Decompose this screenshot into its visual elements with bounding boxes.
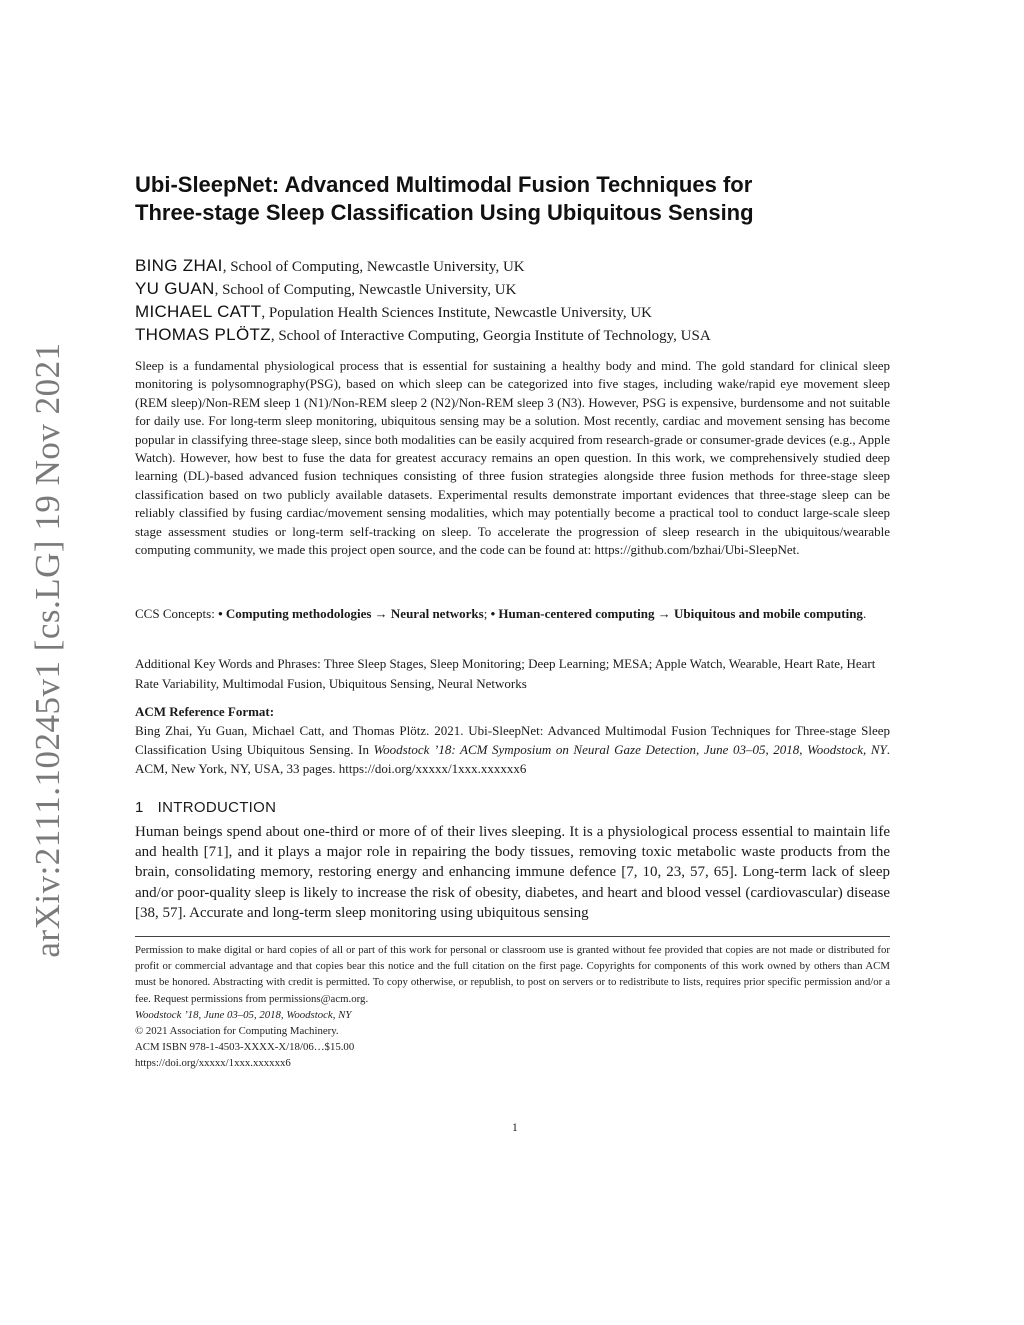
author-entry xyxy=(135,300,890,323)
doi-line: https://doi.org/xxxxx/1xxx.xxxxxx6 xyxy=(135,1057,291,1070)
ccs-end: . xyxy=(862,606,867,621)
isbn-line: ACM ISBN 978-1-4503-XXXX-X/18/06…$15.00 xyxy=(135,1041,355,1054)
ccs-concepts xyxy=(135,605,890,623)
author-name: THOMAS PLÖTZ xyxy=(135,325,271,344)
arxiv-id: arXiv:2111.10245v1 [cs.LG] 19 Nov 2021 xyxy=(28,342,67,958)
acm-reference xyxy=(135,721,890,778)
section-number: 1 xyxy=(135,799,144,816)
ccs-concept-2: Ubiquitous and mobile computing xyxy=(674,606,863,621)
ccs-arrow-2: → xyxy=(654,606,675,621)
paper-title xyxy=(135,171,890,227)
introduction-paragraph: Human beings spend about one-third or more of of their lives sleeping. It is a physiological process essential to maintain life and health [71], and it plays a major role in repairing the body tissues, removing toxic metabolic waste products from the brain, consolidating memory, restoring energy and enhancing immune defence [7, 10, 23, 57, 65]. Long-term lack of sleep and/or poor-quality sleep is likely to increase the risk of obesity, diabetes, and heart and blood vessel (cardiovascular) disease [38, 57]. Accurate and long-term sleep monitoring using ubiquitous sensing xyxy=(135,824,890,921)
conference-line: Woodstock ’18, June 03–05, 2018, Woodstock, NY xyxy=(135,1008,352,1021)
permission-notice: Permission to make digital or hard copies of all or part of this work for personal or classroom use is granted without fee provided that copies are not made or distributed for profit or commercial advantage and that copies bear this notice and the full citation on the first page. Copyrights for components of this work owned by others than ACM must be honored. Abstracting with credit is permitted. To copy otherwise, or republish, to post on servers or to redistribute to lists, requires prior specific permission and/or a fee. Request permissions from permissions@acm.org. xyxy=(135,944,890,1005)
author-entry xyxy=(135,277,890,300)
ccs-bullet-2: • Human-centered computing xyxy=(490,606,655,621)
author-name: BING ZHAI xyxy=(135,256,223,275)
abstract: Sleep is a fundamental physiological process that is essential for sustaining a healthy body and mind. The gold standard for clinical sleep monitoring is polysomnography(PSG), based on which sleep can be categorized into five stages, including wake/rapid eye movement sleep (REM sleep)/Non-REM sleep 1 (N1)/Non-REM sleep 2 (N2)/Non-REM sleep 3 (N3). However, PSG is expensive, burdensome and not suitable for daily use. For long-term sleep monitoring, ubiquitous sensing may be a solution. Most recently, cardiac and movement sensing has become popular in classifying three-stage sleep, since both modalities can be easily acquired from research-grade or consumer-grade devices (e.g., Apple Watch). However, how best to fuse the data for greatest accuracy remains an open question. In this work, we comprehensively studied deep learning (DL)-based advanced fusion techniques consisting of three fusion strategies alongside three fusion methods for three-stage sleep classification based on two publicly available datasets. Experimental results demonstrate important evidences that three-stage sleep can be reliably classified by fusing cardiac/movement sensing modalities, which may potentially become a practical tool to conduct large-scale sleep stage assessment studies or long-term self-tracking on sleep. To accelerate the progression of sleep research in the ubiquitous/wearable computing community, we made this project open source, and the code can be found at: https://github.com/bzhai/Ubi-SleepNet. xyxy=(135,358,890,558)
acm-reference-text: Bing Zhai, Yu Guan, Michael Catt, and Thomas Plötz. 2021. Ubi-SleepNet: Advanced Multimodal Fusion Techniques for Three-stage Sleep Classification Using Ubiquitous Sensing. In xyxy=(135,723,890,757)
keywords: Additional Key Words and Phrases: Three Sleep Stages, Sleep Monitoring; Deep Learning; MESA; Apple Watch, Wearable, Heart Rate, Heart Rate Variability, Multimodal Fusion, Ubiquitous Sensing, Neural Networks xyxy=(135,656,876,691)
section-heading xyxy=(135,798,276,818)
author-name: MICHAEL CATT xyxy=(135,302,262,321)
footnote xyxy=(135,942,890,1072)
section-title: INTRODUCTION xyxy=(157,799,277,816)
author-affiliation: , School of Computing, Newcastle University, UK xyxy=(222,259,525,275)
author-affiliation: , School of Computing, Newcastle University, UK xyxy=(214,282,517,298)
title-line-2: Three-stage Sleep Classification Using Ubiquitous Sensing xyxy=(135,200,754,225)
acm-reference-venue: Woodstock ’18: ACM Symposium on Neural Gaze Detection, June 03–05, 2018, Woodstock, NY xyxy=(373,742,887,757)
author-affiliation: , School of Interactive Computing, Georgia Institute of Technology, USA xyxy=(270,328,711,344)
ccs-label: CCS Concepts: xyxy=(135,606,219,621)
author-list xyxy=(135,254,890,346)
author-entry xyxy=(135,254,890,277)
acm-reference-label: ACM Reference Format: xyxy=(135,704,275,719)
footnote-divider xyxy=(135,936,890,937)
page-number: 1 xyxy=(512,1122,518,1134)
author-entry xyxy=(135,323,890,346)
acm-reference-tail: . ACM, New York, NY, USA, 33 pages. https://doi.org/xxxxx/1xxx.xxxxxx6 xyxy=(135,742,890,776)
author-affiliation: , Population Health Sciences Institute, Newcastle University, UK xyxy=(261,305,652,321)
ccs-separator: ; xyxy=(483,606,491,621)
ccs-bullet-1: • Computing methodologies xyxy=(218,606,372,621)
copyright-line: © 2021 Association for Computing Machinery. xyxy=(135,1025,339,1038)
author-name: YU GUAN xyxy=(135,279,215,298)
title-line-1: Ubi-SleepNet: Advanced Multimodal Fusion Techniques for xyxy=(135,172,753,197)
ccs-arrow-1: → xyxy=(371,606,391,621)
ccs-concept-1: Neural networks xyxy=(390,606,484,621)
